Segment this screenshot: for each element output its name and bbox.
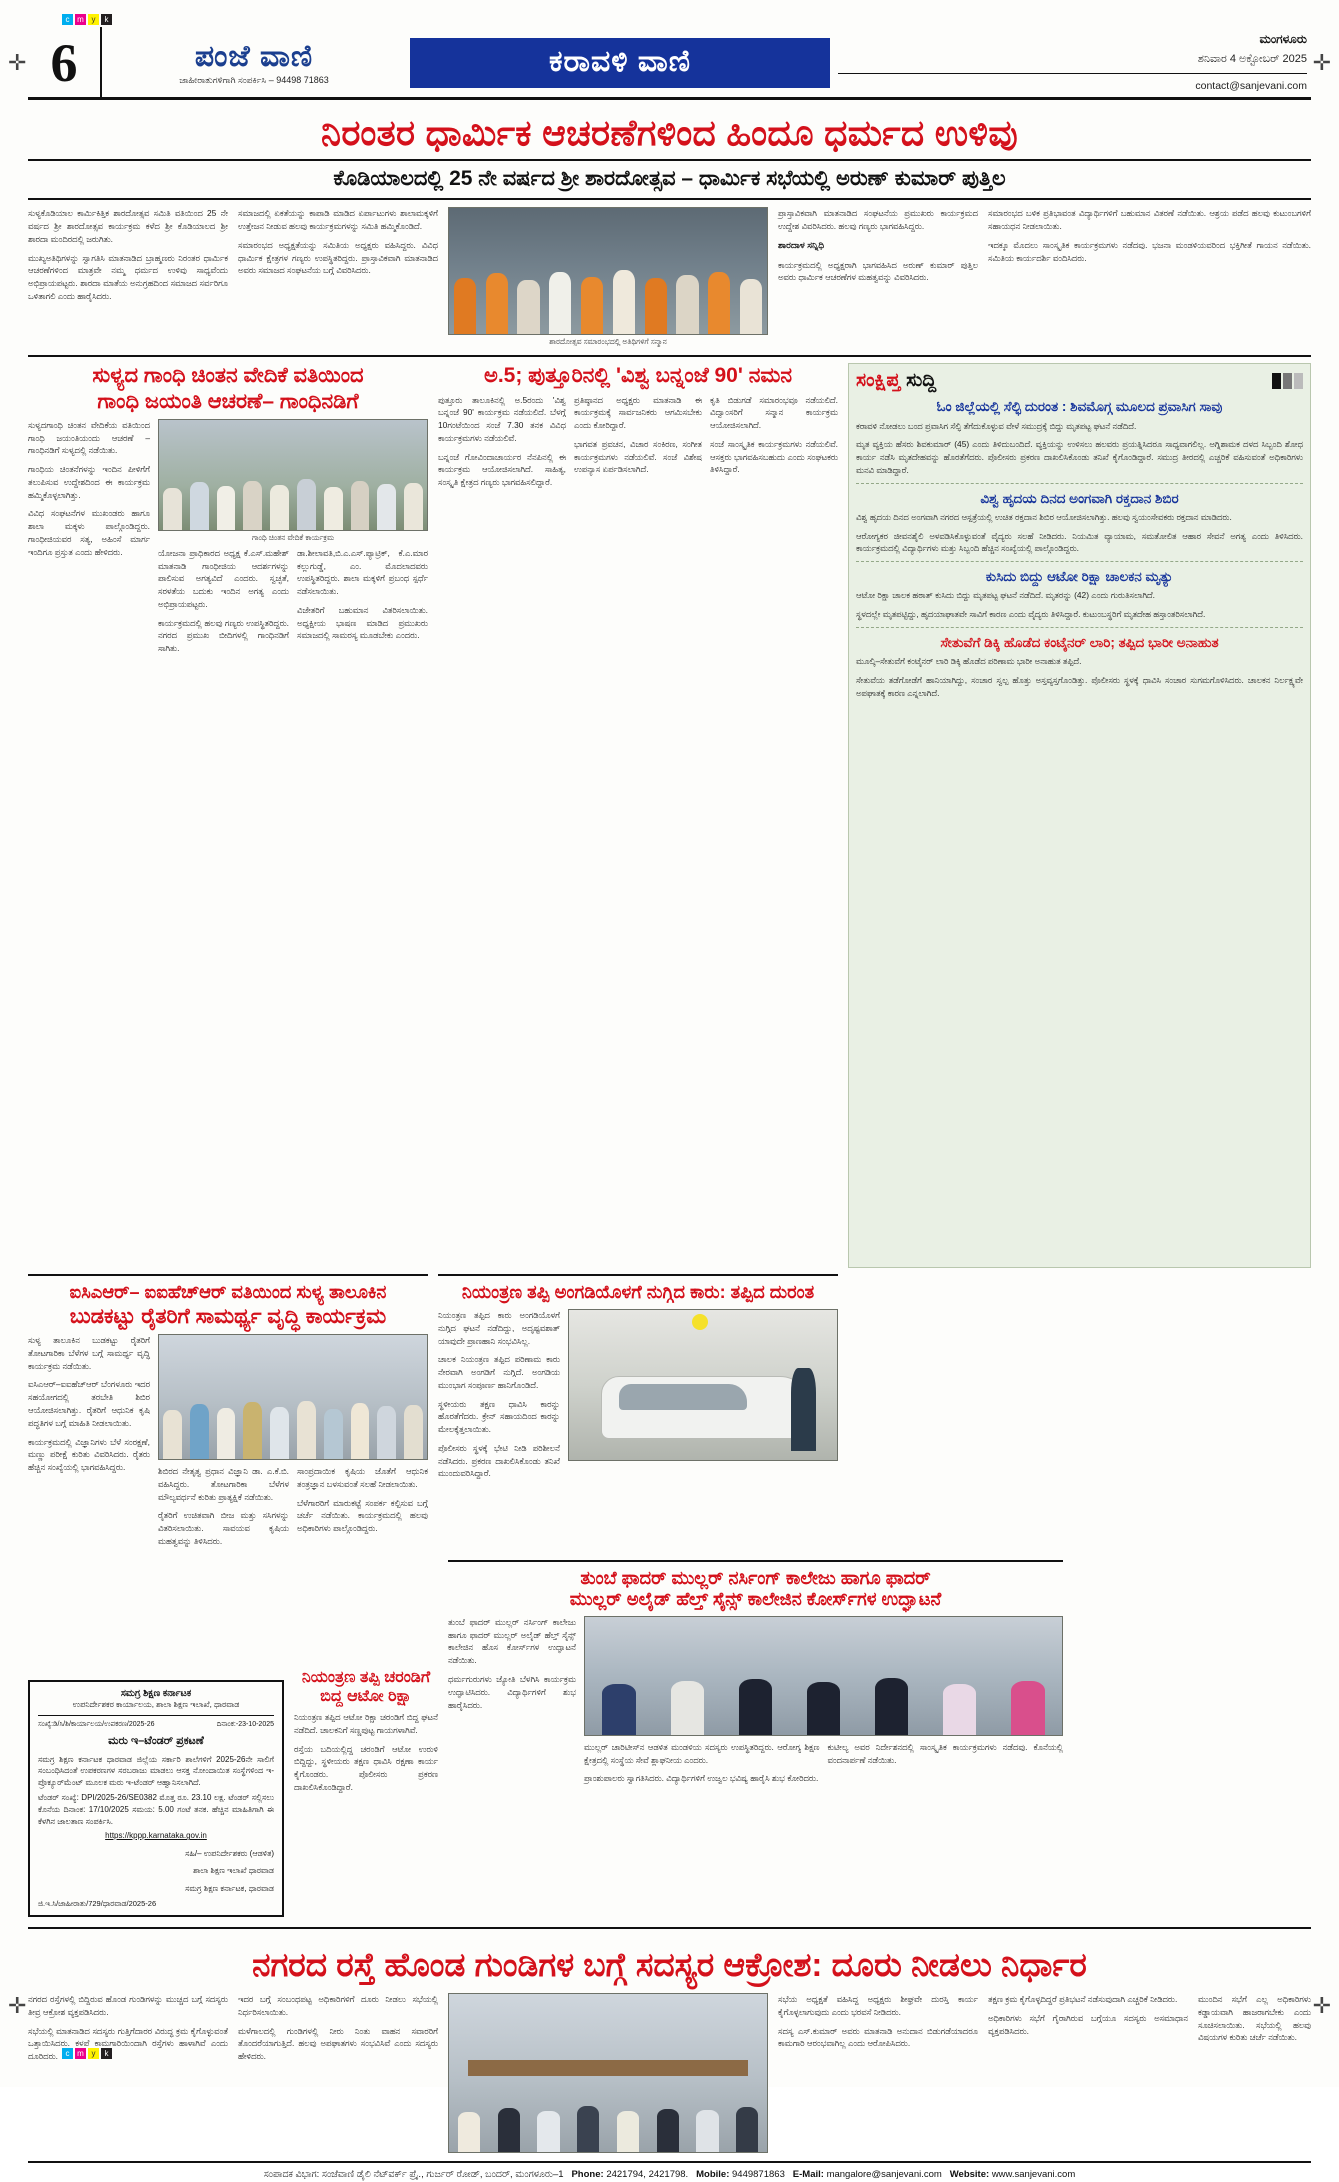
car-story	[438, 1274, 838, 1553]
vishwa-story	[438, 363, 838, 1268]
section-divider-bottom	[28, 1927, 1311, 1929]
crashed-car	[601, 1376, 810, 1439]
bottom-photo	[448, 1993, 768, 2153]
cmyk-marks-bottom: c m y k	[62, 2048, 112, 2059]
college-p3: ಮುಲ್ಲರ್ ಚಾರಿಟೀಸ್‌ನ ಆಡಳಿತ ಮಂಡಳಿಯ ಸದಸ್ಯರು ಉಪಸ್ಥಿತರಿದ್ದರು. ಆರೋಗ್ಯ ಶಿಕ್ಷಣ ಕ್ಷೇತ್ರದಲ್ಲಿ ಸಂಸ್ಥೆಯ ಸೇವೆ ಶ್ಲಾಘನೀಯ ಎಂದರು.	[584, 1741, 820, 1765]
footer-mobile-label: Mobile:	[696, 2168, 730, 2180]
ad-date: ದಿನಾಂಕ:-23-10-2025	[216, 1720, 274, 1728]
sidebar-spacer	[1073, 1560, 1311, 1918]
masthead	[28, 28, 1311, 100]
lead-col-1	[28, 207, 228, 347]
college-headline-1: ತುಂಬೆ ಫಾದರ್ ಮುಲ್ಲರ್ ನರ್ಸಿಂಗ್ ಕಾಲೇಜು ಹಾಗೂ ಫಾದರ್	[580, 1567, 931, 1588]
lead-subhead-inline: ಶಾರದಾಳ ಸನ್ನಿಧಿ	[778, 239, 825, 250]
lead-p7: ಸಮಾರಂಭದ ಬಳಿಕ ಪ್ರತಿಭಾವಂತ ವಿದ್ಯಾರ್ಥಿಗಳಿಗೆ ಬಹುಮಾನ ವಿತರಣೆ ನಡೆಯಿತು. ಆಶ್ರಯ ಪಡೆದ ಹಲವು ಕುಟುಂಬಗಳಿಗೆ ಸಹಾಯಧನ ನೀಡಲಾಯಿತು.	[988, 208, 1311, 232]
vishwa-col-3	[710, 394, 838, 495]
sidebar-item-body: ಕರಾವಳಿ ನೋಡಲು ಬಂದ ಪ್ರವಾಸಿಗ ಸೆಲ್ಫಿ ತೆಗೆದುಕೊಳ್ಳುವ ವೇಳೆ ಸಮುದ್ರಕ್ಕೆ ಬಿದ್ದು ಮೃತಪಟ್ಟ ಘಟನೆ ನಡೆದಿದೆ.	[856, 420, 1137, 431]
gandhi-p1: ಸುಳ್ಯದಗಾಂಧಿ ಚಿಂತನ ವೇದಿಕೆಯ ವತಿಯಿಂದ ಗಾಂಧಿ ಜಯಂತಿಯಂದು ಆಚರಣೆ – ಗಾಂಧಿನಡಿಗೆ ಸುಳ್ಯದಲ್ಲಿ ನಡೆಯಿತು.	[28, 419, 150, 456]
vishwa-p6: ಸಂಜೆ ಸಾಂಸ್ಕೃತಿಕ ಕಾರ್ಯಕ್ರಮಗಳು ನಡೆಯಲಿವೆ. ಆಸಕ್ತರು ಭಾಗವಹಿಸಬಹುದು ಎಂದು ಸಂಘಟಕರು ತಿಳಿಸಿದ್ದಾರೆ.	[710, 438, 838, 475]
college-p1: ತುಂಬೆ ಫಾದರ್ ಮುಲ್ಲರ್ ನರ್ಸಿಂಗ್ ಕಾಲೇಜು ಹಾಗೂ ಫಾದರ್ ಮುಲ್ಲರ್ ಅಲೈಡ್ ಹೆಲ್ತ್ ಸೈನ್ಸ್ ಕಾಲೇಜಿನ ಹೊಸ ಕೋರ್ಸ್‌ಗಳ ಉದ್ಘಾಟನೆ ನಡೆಯಿತು.	[448, 1616, 576, 1666]
bottom-p2: ಸಭೆಯಲ್ಲಿ ಮಾತನಾಡಿದ ಸದಸ್ಯರು ಗುತ್ತಿಗೆದಾರರ ವಿರುದ್ಧ ಕ್ರಮ ಕೈಗೊಳ್ಳುವಂತೆ ಒತ್ತಾಯಿಸಿದರು. ಕಳಪೆ ಕಾಮಗಾರಿಯಿಂದಾಗಿ ರಸ್ತೆಗಳು ಹಾಳಾಗಿವೆ ಎಂದು ದೂರಿದರು.	[28, 2025, 228, 2062]
bottom-col-1	[28, 1993, 228, 2153]
sidebar-title-1: ಸಂಕ್ಷಿಪ್ತ	[856, 370, 901, 392]
icar-p7: ಬೆಳೆಗಾರರಿಗೆ ಮಾರುಕಟ್ಟೆ ಸಂಪರ್ಕ ಕಲ್ಪಿಸುವ ಬಗ್ಗೆ ಚರ್ಚೆ ನಡೆಯಿತು. ಕಾರ್ಯಕ್ರಮದಲ್ಲಿ ಹಲವು ಅಧಿಕಾರಿಗಳು ಪಾಲ್ಗೊಂಡಿದ್ದರು.	[297, 1497, 428, 1534]
icar-p4: ಶಿಬಿರದ ನೇತೃತ್ವ ಪ್ರಧಾನ ವಿಜ್ಞಾನಿ ಡಾ. ಎ.ಕೆ.ಬಿ. ವಹಿಸಿದ್ದರು. ತೋಟಗಾರಿಕಾ ಬೆಳೆಗಳ ಮೌಲ್ಯವರ್ಧನೆ ಕುರಿತು ಪ್ರಾತ್ಯಕ್ಷಿಕೆ ನಡೆಯಿತು.	[158, 1466, 289, 1502]
lead-p1: ಸುಳ್ಯಕೊಡಿಯಾಲ ಕಾರ್ಮಿಕಿತ್ತಿಕ ಶಾರದೋತ್ಸವ ಸಮಿತಿ ವತಿಯಿಂದ 25 ನೇ ವರ್ಷದ ಶ್ರೀ ಶಾರದೋತ್ಸವ ಕಾರ್ಯಕ್ರಮ ಕಳೆದ ಶ್ರೀ ಕೊಡಿಯಾಲದ ಶ್ರೀ ಶಾರದಾ ಮಂದಿರದಲ್ಲಿ ಜರುಗಿತು.	[28, 208, 228, 244]
contact-email: contact@sanjevani.com	[838, 73, 1307, 96]
ad-title: ಮರು ಇ–ಟೆಂಡರ್ ಪ್ರಕಟಣೆ	[108, 1734, 204, 1747]
section-banner	[410, 38, 830, 88]
car-p1: ನಿಯಂತ್ರಣ ತಪ್ಪಿದ ಕಾರು ಅಂಗಡಿಯೊಳಗೆ ನುಗ್ಗಿದ ಘಟನೆ ನಡೆದಿದ್ದು, ಅದೃಷ್ಟವಶಾತ್ ಯಾವುದೇ ಪ್ರಾಣಹಾನಿ ಸಂಭವಿಸಿಲ್ಲ.	[438, 1309, 560, 1346]
icar-photo-figures	[159, 1382, 427, 1459]
college-headline-2: ಮುಲ್ಲರ್ ಅಲೈಡ್ ಹೆಲ್ತ್ ಸೈನ್ಸ್ ಕಾಲೇಜಿನ ಕೋರ್ಸ್‌ಗಳ ಉದ್ಘಾಟನೆ	[569, 1589, 942, 1610]
photo-figures	[449, 256, 767, 334]
gandhi-p3: ವಿವಿಧ ಸಂಘಟನೆಗಳ ಮುಖಂಡರು ಹಾಗೂ ಶಾಲಾ ಮಕ್ಕಳು ಪಾಲ್ಗೊಂಡಿದ್ದರು. ಗಾಂಧೀಜಿಯವರ ಸತ್ಯ, ಅಹಿಂಸೆ ಮಾರ್ಗ ಇಂದಿಗೂ ಪ್ರಸ್ತುತ ಎಂದು ಹೇಳಿದರು.	[28, 508, 150, 557]
gandhi-col-1	[28, 419, 150, 661]
gandhi-col-2	[158, 547, 289, 661]
car-p2: ಚಾಲಕ ನಿಯಂತ್ರಣ ತಪ್ಪಿದ ಪರಿಣಾಮ ಕಾರು ನೇರವಾಗಿ ಅಂಗಡಿಗೆ ನುಗ್ಗಿದೆ. ಅಂಗಡಿಯ ಮುಂಭಾಗ ಸಂಪೂರ್ಣ ಹಾನಿಗೊಂಡಿದೆ.	[438, 1354, 560, 1390]
college-col-3	[828, 1741, 1064, 1791]
icar-headline-2: ಬುಡಕಟ್ಟು ರೈತರಿಗೆ ಸಾಮರ್ಥ್ಯ ವೃದ್ಧಿ ಕಾರ್ಯಕ್ರಮ	[69, 1304, 387, 1328]
icar-col-2	[158, 1465, 289, 1554]
sidebar-item-heading: ಓಂ ಜಿಲ್ಲೆಯಲ್ಲಿ ಸೆಲ್ಫಿ ದುರಂತ : ಶಿವಮೊಗ್ಗ ಮೂಲದ ಪ್ರವಾಸಿಗ ಸಾವು	[936, 399, 1223, 415]
bottom-story	[28, 1993, 1311, 2153]
icar-p1: ಸುಳ್ಯ ತಾಲೂಕಿನ ಬುಡಕಟ್ಟು ರೈತರಿಗೆ ತೋಟಗಾರಿಕಾ ಬೆಳೆಗಳ ಬಗ್ಗೆ ಸಾಮರ್ಥ್ಯ ವೃದ್ಧಿ ಕಾರ್ಯಕ್ರಮ ನಡೆಯಿತು.	[28, 1335, 150, 1371]
auto-col-1	[294, 1711, 438, 1794]
gandhi-photo-caption: ಗಾಂಧಿ ಚಿಂತನ ವೇದಿಕೆ ಕಾರ್ಯಕ್ರಮ	[251, 532, 335, 542]
cmyk-marks-top: c m y k	[62, 14, 112, 25]
registration-mark-right: ✛	[1312, 50, 1331, 75]
lead-photo-wrap	[448, 207, 768, 347]
college-p5: ಕುಟೀಲ್ಯ ಅವರ ನಿರ್ದೇಶನದಲ್ಲಿ ಸಾಂಸ್ಕೃತಿಕ ಕಾರ್ಯಕ್ರಮಗಳು ನಡೆದವು. ಕೊನೆಯಲ್ಲಿ ವಂದನಾರ್ಪಣೆ ನಡೆಯಿತು.	[827, 1741, 1063, 1765]
gandhi-col-3	[297, 547, 428, 661]
sidebar-item-heading: ಸೇತುವೆಗೆ ಡಿಕ್ಕಿ ಹೊಡೆದ ಕಂಟೈನರ್ ಲಾರಿ; ತಪ್ಪಿದ ಭಾರೀ ಅನಾಹುತ	[940, 634, 1219, 650]
auto-headline-1: ನಿಯಂತ್ರಣ ತಪ್ಪಿ ಚರಂಡಿಗೆ	[301, 1668, 431, 1686]
sidebar-item[interactable]	[856, 569, 1303, 621]
bottom-p6: ಸದಸ್ಯ ಎಸ್.ಕುಮಾರ್ ಅವರು ಮಾತನಾಡಿ ಅನುದಾನ ಬಿಡುಗಡೆಯಾದರೂ ಕಾಮಗಾರಿ ಆರಂಭವಾಗಿಲ್ಲ ಎಂದು ಆರೋಪಿಸಿದರು.	[778, 2025, 978, 2049]
bottom-col-5	[1198, 1993, 1311, 2153]
bystander-figure	[791, 1368, 815, 1451]
lead-p8: ಇದಕ್ಕೂ ಮೊದಲು ಸಾಂಸ್ಕೃತಿಕ ಕಾರ್ಯಕ್ರಮಗಳು ನಡೆದವು. ಭಜನಾ ಮಂಡಳಿಯವರಿಂದ ಭಕ್ತಿಗೀತೆ ಗಾಯನ ನಡೆಯಿತು. ಸಮಿತಿಯ ಕಾರ್ಯದರ್ಶಿ ವಂದಿಸಿದರು.	[988, 239, 1311, 263]
bottom-p7: ತಕ್ಷಣ ಕ್ರಮ ಕೈಗೊಳ್ಳದಿದ್ದರೆ ಪ್ರತಿಭಟನೆ ನಡೆಸುವುದಾಗಿ ಎಚ್ಚರಿಕೆ ನೀಡಿದರು.	[988, 1993, 1178, 2004]
lead-p2: ಮುಖ್ಯಅತಿಥಿಗಳನ್ನು ಸ್ವಾಗತಿಸಿ ಮಾತನಾಡಿದ ಬ್ರಾಹ್ಮಣರು ನಿರಂತರ ಧಾರ್ಮಿಕ ಆಚರಣೆಗಳಿಂದ ಮಾತ್ರವೇ ನಮ್ಮ ಧರ್ಮದ ಉಳಿವು ಸಾಧ್ಯವೆಂದು ಅಭಿಪ್ರಾಯಪಟ್ಟರು. ಶಾರದಾ ಮಾತೆಯ ಅನುಗ್ರಹದಿಂದ ಸಮಾಜದ ಸರ್ವರಿಗೂ ಒಳಿತಾಗಲಿ ಎಂದು ಹಾರೈಸಿದರು.	[28, 252, 228, 301]
bottom-col-3	[778, 1993, 978, 2153]
lead-col-2	[238, 207, 438, 347]
sidebar-item[interactable]	[856, 399, 1303, 476]
car-headline: ನಿಯಂತ್ರಣ ತಪ್ಪಿ ಅಂಗಡಿಯೊಳಗೆ ನುಗ್ಗಿದ ಕಾರು: ತಪ್ಪಿದ ದುರಂತ	[461, 1282, 815, 1303]
lead-headline: ನಿರಂತರ ಧಾರ್ಮಿಕ ಆಚರಣೆಗಳಿಂದ ಹಿಂದೂ ಧರ್ಮದ ಉಳಿವು	[321, 112, 1018, 153]
bottom-p5: ಸಭೆಯ ಅಧ್ಯಕ್ಷತೆ ವಹಿಸಿದ್ದ ಅಧ್ಯಕ್ಷರು ಶೀಘ್ರವೇ ದುರಸ್ತಿ ಕಾರ್ಯ ಕೈಗೊಳ್ಳಲಾಗುವುದು ಎಂದು ಭರವಸೆ ನೀಡಿದರು.	[778, 1993, 978, 2017]
ad-url[interactable]: https://kppp.karnataka.gov.in	[105, 1831, 207, 1841]
footer-email[interactable]: mangalore@sanjevani.com	[826, 2168, 942, 2180]
lead-col-4	[988, 207, 1311, 347]
sidebar-item-heading: ವಿಶ್ವ ಹೃದಯ ದಿನದ ಅಂಗವಾಗಿ ರಕ್ತದಾನ ಶಿಬಿರ	[980, 490, 1179, 506]
ad-office-2: ಉಪನಿರ್ದೇಶಕರ ಕಾರ್ಯಾಲಯ, ಶಾಲಾ ಶಿಕ್ಷಣ ಇಲಾಖೆ, ಧಾರವಾಡ	[72, 1700, 240, 1710]
college-p4: ಪ್ರಾಂಶುಪಾಲರು ಸ್ವಾಗತಿಸಿದರು. ವಿದ್ಯಾರ್ಥಿಗಳಿಗೆ ಉಜ್ವಲ ಭವಿಷ್ಯ ಹಾರೈಸಿ ಶುಭ ಕೋರಿದರು.	[584, 1773, 819, 1784]
bottom-col-4	[988, 1993, 1188, 2153]
lead-subheadline: ಕೊಡಿಯಾಲದಲ್ಲಿ 25 ನೇ ವರ್ಷದ ಶ್ರೀ ಶಾರದೋತ್ಸವ – ಧಾರ್ಮಿಕ ಸಭೆಯಲ್ಲಿ ಅರುಣ್ ಕುಮಾರ್ ಪುತ್ತಿಲ	[28, 159, 1311, 200]
college-p2: ಧರ್ಮಗುರುಗಳು ಜ್ಯೋತಿ ಬೆಳಗಿಸಿ ಕಾರ್ಯಕ್ರಮ ಉದ್ಘಾಟಿಸಿದರು. ವಿದ್ಯಾರ್ಥಿಗಳಿಗೆ ಶುಭ ಹಾರೈಸಿದರು.	[448, 1674, 576, 1710]
vishwa-p2: ಬನ್ನಂಜೆ ಗೋವಿಂದಾಚಾರ್ಯರ ನೆನಪಿನಲ್ಲಿ ಈ ಕಾರ್ಯಕ್ರಮ ಆಯೋಜಿಸಲಾಗಿದೆ. ಸಾಹಿತ್ಯ, ಸಂಸ್ಕೃತಿ ಕ್ಷೇತ್ರದ ಗಣ್ಯರು ಭಾಗವಹಿಸಲಿದ್ದಾರೆ.	[438, 451, 566, 488]
sidebar-item-body2: ಸ್ಥಳದಲ್ಲೇ ಮೃತಪಟ್ಟಿದ್ದು, ಹೃದಯಾಘಾತವೇ ಸಾವಿಗೆ ಕಾರಣ ಎಂದು ವೈದ್ಯರು ತಿಳಿಸಿದ್ದಾರೆ. ಕುಟುಂಬಸ್ಥರಿಗೆ ಮೃತದೇಹ ಹಸ್ತಾಂತರಿಸಲಾಗಿದೆ.	[856, 609, 1206, 620]
page-footer	[28, 2161, 1311, 2182]
meeting-table	[468, 2060, 748, 2076]
vishwa-p3: ಪ್ರತಿಷ್ಠಾನದ ಅಧ್ಯಕ್ಷರು ಮಾತನಾಡಿ ಈ ಕಾರ್ಯಕ್ರಮಕ್ಕೆ ಸಾರ್ವಜನಿಕರು ಆಗಮಿಸಬೇಕು ಎಂದು ಕೋರಿದ್ದಾರೆ.	[574, 394, 702, 431]
lead-p6: ಕಾರ್ಯಕ್ರಮದಲ್ಲಿ ಅಧ್ಯಕ್ಷರಾಗಿ ಭಾಗವಹಿಸಿದ ಅರುಣ್ ಕುಮಾರ್ ಪುತ್ತಿಲ ಅವರು ಧಾರ್ಮಿಕ ಆಚರಣೆಗಳ ಮಹತ್ವವನ್ನು ವಿವರಿಸಿದರು.	[778, 259, 978, 283]
footer-email-label: E-Mail:	[792, 2168, 824, 2180]
lead-story	[28, 207, 1311, 347]
sidebar-item-body: ಆಟೋ ರಿಕ್ಷಾ ಚಾಲಕ ಹಠಾತ್ ಕುಸಿದು ಬಿದ್ದು ಮೃತಪಟ್ಟ ಘಟನೆ ನಡೆದಿದೆ. ಮೃತರನ್ನು (42) ಎಂದು ಗುರುತಿಸಲಾಗಿದೆ.	[856, 590, 1156, 601]
sidebar-item-body: ಮೂಲ್ಕಿ–ಸೇತುವೆಗೆ ಕಂಟೈನರ್ ಲಾರಿ ಡಿಕ್ಕಿ ಹೊಡೆದ ಪರಿಣಾಮ ಭಾರೀ ಅನಾಹುತ ತಪ್ಪಿದೆ.	[856, 656, 1082, 667]
bottom-col-2	[238, 1993, 438, 2153]
sidebar-item-body2: ಆರೋಗ್ಯಕರ ಜೀವನಶೈಲಿ ಅಳವಡಿಸಿಕೊಳ್ಳುವಂತೆ ವೈದ್ಯರು ಸಲಹೆ ನೀಡಿದರು. ನಿಯಮಿತ ವ್ಯಾಯಾಮ, ಸಮತೋಲಿತ ಆಹಾರ ಸೇವನೆ ಅಗತ್ಯ ಎಂದು ತಿಳಿಸಿದರು. ಕಾರ್ಯಕ್ರಮದಲ್ಲಿ ವಿದ್ಯಾರ್ಥಿಗಳು ಮತ್ತು ಸಿಬ್ಬಂದಿ ಹೆಚ್ಚಿನ ಸಂಖ್ಯೆಯಲ್ಲಿ ಪಾಲ್ಗೊಂಡಿದ್ದರು.	[856, 530, 1303, 554]
car-p3: ಸ್ಥಳೀಯರು ತಕ್ಷಣ ಧಾವಿಸಿ ಕಾರನ್ನು ಹೊರತೆಗೆದರು. ಕ್ರೇನ್ ಸಹಾಯದಿಂದ ಕಾರನ್ನು ಮೇಲಕ್ಕೆತ್ತಲಾಯಿತು.	[438, 1398, 560, 1435]
vishwa-p5: ಕೃತಿ ಬಿಡುಗಡೆ ಸಮಾರಂಭವೂ ನಡೆಯಲಿದೆ. ವಿದ್ವಾಂಸರಿಗೆ ಸನ್ಮಾನ ಕಾರ್ಯಕ್ರಮ ಆಯೋಜಿಸಲಾಗಿದೆ.	[710, 394, 838, 431]
tender-ad-wrap	[28, 1560, 284, 1918]
car-p4: ಪೊಲೀಸರು ಸ್ಥಳಕ್ಕೆ ಭೇಟಿ ನೀಡಿ ಪರಿಶೀಲನೆ ನಡೆಸಿದರು. ಪ್ರಕರಣ ದಾಖಲಿಸಿಕೊಂಡು ತನಿಖೆ ಮುಂದುವರಿಸಿದ್ದಾರೆ.	[438, 1442, 560, 1479]
second-band	[28, 1274, 1311, 1553]
meeting-figures	[449, 2081, 767, 2152]
logo-subtitle: ಜಾಹೀರಾತುಗಳಿಗಾಗಿ ಸಂಪರ್ಕಿಸಿ – 94498 71863	[179, 74, 329, 85]
ad-office-1: ಸಮಗ್ರ ಶಿಕ್ಷಣ ಕರ್ನಾಟಕ	[120, 1687, 192, 1699]
footer-address: ಸಂಪಾದಕ ವಿಭಾಗ: ಸಂಜೆವಾಣಿ ಡೈಲಿ ನೆಟ್‌ವರ್ಕ್ ಪ್ರೈ., ಗುರ್ಜರ್ ರೋಡ್, ಬಂದರ್, ಮಂಗಳೂರು–1	[263, 2168, 564, 2180]
third-band	[28, 1560, 1311, 1918]
bottom-p8: ಅಧಿಕಾರಿಗಳು ಸಭೆಗೆ ಗೈರಾಗಿರುವ ಬಗ್ಗೆಯೂ ಸದಸ್ಯರು ಅಸಮಾಧಾನ ವ್ಯಕ್ತಪಡಿಸಿದರು.	[988, 2012, 1188, 2036]
registration-mark-bottom-left: ✛	[8, 1993, 27, 2018]
college-col-1	[448, 1616, 576, 1791]
vishwa-col-1	[438, 394, 566, 495]
lead-photo-caption: ಶಾರದೋತ್ಸವ ಸಮಾರಂಭದಲ್ಲಿ ಅತಿಥಿಗಳಿಗೆ ಸನ್ಮಾನ	[549, 337, 667, 347]
college-story	[448, 1560, 1063, 1918]
bottom-headline: ನಗರದ ರಸ್ತೆ ಹೊಂಡ ಗುಂಡಿಗಳ ಬಗ್ಗೆ ಸದಸ್ಯರ ಆಕ್ರೋಶ: ದೂರು ನೀಡಲು ನಿರ್ಧಾರ	[252, 1946, 1087, 1984]
sidebar-briefs	[848, 363, 1311, 1268]
banner-title: ಕರಾವಳಿ ವಾಣಿ	[549, 44, 691, 78]
gandhi-p4: ಯೋಜನಾ ಪ್ರಾಧಿಕಾರದ ಅಧ್ಯಕ್ಷ ಕೆ.ಎಸ್.ಮಹೇಶ್ ಮಾತನಾಡಿ ಗಾಂಧೀಜಿಯ ಆದರ್ಶಗಳನ್ನು ಪಾಲಿಸುವ ಅಗತ್ಯವಿದೆ ಎಂದರು. ಸ್ವಚ್ಛತೆ, ಸರಳತೆಯ ಬದುಕು ಇಂದಿನ ಅಗತ್ಯ ಎಂದು ಅಭಿಪ್ರಾಯಪಟ್ಟರು.	[158, 547, 289, 609]
bottom-p3: ಇದರ ಬಗ್ಗೆ ಸಂಬಂಧಪಟ್ಟ ಅಧಿಕಾರಿಗಳಿಗೆ ದೂರು ನೀಡಲು ಸಭೆಯಲ್ಲಿ ನಿರ್ಧರಿಸಲಾಯಿತು.	[238, 1993, 438, 2017]
footer-phone: 2421794, 2421798.	[606, 2168, 689, 2180]
car-photo	[568, 1309, 838, 1461]
icar-p3: ಕಾರ್ಯಕ್ರಮದಲ್ಲಿ ವಿಜ್ಞಾನಿಗಳು ಬೆಳೆ ಸಂರಕ್ಷಣೆ, ಮಣ್ಣು ಪರೀಕ್ಷೆ ಕುರಿತು ವಿವರಿಸಿದರು. ರೈತರು ಹೆಚ್ಚಿನ ಸಂಖ್ಯೆಯಲ್ಲಿ ಭಾಗವಹಿಸಿದ್ದರು.	[28, 1436, 150, 1473]
gandhi-p7: ವಿಜೇತರಿಗೆ ಬಹುಮಾನ ವಿತರಿಸಲಾಯಿತು. ಅಧ್ಯಕ್ಷೀಯ ಭಾಷಣ ಮಾಡಿದ ಪ್ರಮುಖರು ಸಮಾಜದಲ್ಲಿ ಸಾಮರಸ್ಯ ಮೂಡಬೇಕು ಎಂದರು.	[297, 604, 428, 641]
page-number: 6	[28, 27, 102, 99]
auto-headline-2: ಬಿದ್ದ ಆಟೋ ರಿಕ್ಷಾ	[320, 1687, 412, 1705]
icar-p6: ಸಾಂಪ್ರದಾಯಿಕ ಕೃಷಿಯ ಜೊತೆಗೆ ಆಧುನಿಕ ತಂತ್ರಜ್ಞಾನ ಬಳಸುವಂತೆ ಸಲಹೆ ನೀಡಲಾಯಿತು.	[297, 1466, 428, 1489]
logo-title: ಪಂಜೆ ವಾಣಿ	[194, 40, 314, 74]
icar-headline-1: ಐಸಿಎಆರ್– ಐಐಹೆಚ್‌ಆರ್ ವತಿಯಿಂದ ಸುಳ್ಯ ತಾಲೂಕಿನ	[69, 1282, 387, 1303]
gandhi-p6: ಡಾ.ಶೀಲಾವತಿ,ಬಿ.ಎ.ಎಸ್.ಪ್ಯಾಟ್ರಿಕ್, ಕೆ.ಎ.ಮಾರ ಕಲ್ಲುಗುಡ್ಡೆ, ಎಂ. ಮೊದಲಾದವರು ಉಪಸ್ಥಿತರಿದ್ದರು. ಶಾಲಾ ಮಕ್ಕಳಿಗೆ ಪ್ರಬಂಧ ಸ್ಪರ್ಧೆ ನಡೆಸಲಾಯಿತು.	[297, 547, 428, 597]
sidebar-item-body2: ಮೃತ ವ್ಯಕ್ತಿಯ ಹೆಸರು ಶಿವಕುಮಾರ್ (45) ಎಂದು ತಿಳಿದುಬಂದಿದೆ. ವ್ಯಕ್ತಿಯನ್ನು ಉಳಿಸಲು ಹಲವರು ಪ್ರಯತ್ನಿಸಿದರೂ ಸಾಧ್ಯವಾಗಲಿಲ್ಲ. ಅಗ್ನಿಶಾಮಕ ದಳದ ಸಿಬ್ಬಂದಿ ಶೋಧ ಕಾರ್ಯ ನಡೆಸಿ ಮೃತದೇಹವನ್ನು ಹೊರತೆಗೆದರು. ಪೊಲೀಸರು ಪ್ರಕರಣ ದಾಖಲಿಸಿಕೊಂಡು ತನಿಖೆ ಕೈಗೊಂಡಿದ್ದಾರೆ. ಸಮುದ್ರ ತೀರದಲ್ಲಿ ಎಚ್ಚರಿಕೆ ವಹಿಸುವಂತೆ ಅಧಿಕಾರಿಗಳು ಮನವಿ ಮಾಡಿದ್ದಾರೆ.	[856, 439, 1303, 475]
sidebar-item-body2: ಸೇತುವೆಯ ತಡೆಗೋಡೆಗೆ ಹಾನಿಯಾಗಿದ್ದು, ಸಂಚಾರ ಸ್ವಲ್ಪ ಹೊತ್ತು ಅಸ್ತವ್ಯಸ್ತಗೊಂಡಿತ್ತು. ಪೊಲೀಸರು ಸ್ಥಳಕ್ಕೆ ಧಾವಿಸಿ ಸಂಚಾರ ಸುಗಮಗೊಳಿಸಿದರು. ಚಾಲಕನ ನಿರ್ಲಕ್ಷ್ಯವೇ ಅಪಘಾತಕ್ಕೆ ಕಾರಣ ಎನ್ನಲಾಗಿದೆ.	[856, 674, 1303, 698]
edition-city: ಮಂಗಳೂರು	[1259, 31, 1307, 46]
sidebar-bars-icon	[1272, 373, 1303, 389]
lead-p3: ಸಮಾಜದಲ್ಲಿ ಏಕತೆಯನ್ನು ಕಾಪಾಡಿ ಮಾಡಿದ ಏರ್ಪಾಟುಗಳು ಶಾಲಾಮಕ್ಕಳಿಗೆ ಉತ್ತೇಜನ ನೀಡುವ ಹಲವು ಕಾರ್ಯಕ್ರಮಗಳನ್ನು ಸಮಿತಿ ಹಮ್ಮಿಕೊಂಡಿದೆ.	[238, 208, 438, 232]
sidebar-item[interactable]	[856, 491, 1303, 555]
sidebar-divider	[856, 483, 1303, 484]
college-photo	[584, 1616, 1063, 1736]
ad-body-2: ಟೆಂಡರ್ ಸಂಖ್ಯೆ: DPI/2025-26/SE0382 ಮೊತ್ತ ರೂ. 23.10 ಲಕ್ಷ. ಟೆಂಡರ್ ಸಲ್ಲಿಸಲು ಕೊನೆಯ ದಿನಾಂಕ: 17/10/2025 ಸಮಯ: 5.00 ಗಂಟೆ ತನಕ. ಹೆಚ್ಚಿನ ಮಾಹಿತಿಗಾಗಿ ಈ ಕೆಳಗಿನ ಜಾಲತಾಣ ಸಂಪರ್ಕಿಸಿ.	[38, 1793, 274, 1826]
college-photo-figures	[585, 1662, 1062, 1735]
auto-story	[294, 1560, 438, 1918]
gandhi-headline-1: ಸುಳ್ಯದ ಗಾಂಧಿ ಚಿಂತನ ವೇದಿಕೆ ವತಿಯಿಂದ	[92, 364, 364, 388]
masthead-meta	[838, 29, 1311, 96]
sidebar-item-body: ವಿಶ್ವ ಹೃದಯ ದಿನದ ಅಂಗವಾಗಿ ನಗರದ ಆಸ್ಪತ್ರೆಯಲ್ಲಿ ಉಚಿತ ರಕ್ತದಾನ ಶಿಬಿರ ಆಯೋಜಿಸಲಾಗಿತ್ತು. ಹಲವು ಸ್ವಯಂಸೇವಕರು ರಕ್ತದಾನ ಮಾಡಿದರು.	[856, 511, 1232, 522]
vishwa-p1: ಪುತ್ತೂರು ತಾಲೂಕಿನಲ್ಲಿ ಅ.5ರಂದು 'ವಿಶ್ವ ಬನ್ನಂಜೆ 90' ಕಾರ್ಯಕ್ರಮ ನಡೆಯಲಿದೆ. ಬೆಳಗ್ಗೆ 10ಗಂಟೆಯಿಂದ ಸಂಜೆ 7.30 ತನಕ ವಿವಿಧ ಕಾರ್ಯಕ್ರಮಗಳು ನಡೆಯಲಿವೆ.	[438, 394, 566, 443]
bottom-p1: ನಗರದ ರಸ್ತೆಗಳಲ್ಲಿ ಬಿದ್ದಿರುವ ಹೊಂಡ ಗುಂಡಿಗಳನ್ನು ಮುಚ್ಚದ ಬಗ್ಗೆ ಸದಸ್ಯರು ತೀವ್ರ ಆಕ್ರೋಶ ವ್ಯಕ್ತಪಡಿಸಿದರು.	[28, 1993, 228, 2017]
icar-p5: ರೈತರಿಗೆ ಉಚಿತವಾಗಿ ಬೀಜ ಮತ್ತು ಸಸಿಗಳನ್ನು ವಿತರಿಸಲಾಯಿತು. ಸಾವಯವ ಕೃಷಿಯ ಮಹತ್ವವನ್ನು ತಿಳಿಸಿದರು.	[158, 1510, 289, 1546]
sidebar-item[interactable]	[856, 635, 1303, 699]
ad-signature-3: ಸಮಗ್ರ ಶಿಕ್ಷಣ ಕರ್ನಾಟಕ, ಧಾರವಾಡ	[185, 1883, 274, 1893]
ad-body-1: ಸಮಗ್ರ ಶಿಕ್ಷಣ ಕರ್ನಾಟಕ ಧಾರವಾಡ ಜಿಲ್ಲೆಯ ಸರ್ಕಾರಿ ಶಾಲೆಗಳಿಗೆ 2025-26ನೇ ಸಾಲಿಗೆ ಸಂಬಂಧಿಸಿದಂತೆ ಉಪಕರಣಗಳ ಸರಬರಾಜು ಮಾಡಲು ಆಸಕ್ತ ನೋಂದಾಯಿತ ಸಂಸ್ಥೆಗಳಿಂದ ಇ-ಪ್ರೊಕ್ಯೂರ್‌ಮೆಂಟ್ ಮೂಲಕ ಮರು ಇ-ಟೆಂಡರ್ ಆಹ್ವಾನಿಸಲಾಗಿದೆ.	[38, 1754, 274, 1787]
vishwa-p4: ಭಾಗವತ ಪ್ರವಚನ, ವಿಚಾರ ಸಂಕಿರಣ, ಸಂಗೀತ ಕಾರ್ಯಕ್ರಮಗಳು ನಡೆಯಲಿವೆ. ಸಂಜೆ ವಿಶೇಷ ಉಪನ್ಯಾಸ ಏರ್ಪಡಿಸಲಾಗಿದೆ.	[574, 438, 702, 475]
icar-col-3	[297, 1465, 428, 1554]
ad-signature-1: ಸಹಿ/– ಉಪನಿರ್ದೇಶಕರು (ಆಡಳಿತ)	[185, 1848, 274, 1858]
publication-logo	[102, 39, 402, 86]
sidebar-title	[856, 370, 1303, 392]
gandhi-headline-2: ಗಾಂಧಿ ಜಯಂತಿ ಆಚರಣೆ– ಗಾಂಧಿನಡಿಗೆ	[97, 389, 359, 413]
tender-advertisement	[28, 1680, 284, 1918]
college-col-2	[584, 1741, 820, 1791]
vishwa-headline: ಅ.5; ಪುತ್ತೂರಿನಲ್ಲಿ 'ವಿಶ್ವ ಬನ್ನಂಜೆ 90' ನಮನ	[483, 364, 793, 388]
gandhi-photo-figures	[159, 462, 427, 530]
footer-mobile: 9449871863	[732, 2168, 785, 2180]
bottom-p4: ಮಳೆಗಾಲದಲ್ಲಿ ಗುಂಡಿಗಳಲ್ಲಿ ನೀರು ನಿಂತು ವಾಹನ ಸವಾರರಿಗೆ ತೊಂದರೆಯಾಗುತ್ತಿದೆ. ಹಲವು ಅಪಘಾತಗಳು ಸಂಭವಿಸಿವೆ ಎಂದು ಸದಸ್ಯರು ಹೇಳಿದರು.	[238, 2025, 438, 2062]
lead-photo	[448, 207, 768, 335]
lead-p5: ಪ್ರಾಸ್ತಾವಿಕವಾಗಿ ಮಾತನಾಡಿದ ಸಂಘಟನೆಯ ಪ್ರಮುಖರು ಕಾರ್ಯಕ್ರಮದ ಉದ್ದೇಶ ವಿವರಿಸಿದರು. ಹಲವು ಗಣ್ಯರು ಭಾಗವಹಿಸಿದ್ದರು.	[778, 208, 978, 232]
ad-footer-ref: ಜಿ.ಇ.ಸಿ/ಜಾಹೀರಾತು/729/ಧಾರವಾಡ/2025-26	[38, 1898, 157, 1908]
footer-website[interactable]: www.sanjevani.com	[991, 2168, 1076, 2180]
lead-col-3	[778, 207, 978, 347]
section-divider-1	[28, 355, 1311, 357]
ad-signature-2: ಶಾಲಾ ಶಿಕ್ಷಣ ಇಲಾಖೆ ಧಾರವಾಡ	[193, 1866, 274, 1876]
registration-mark-left: ✛	[8, 50, 27, 75]
footer-website-label: Website:	[949, 2168, 990, 2180]
icar-col-1	[28, 1334, 150, 1554]
gandhi-story	[28, 363, 428, 1268]
edition-date: ಶನಿವಾರ 4 ಅಕ್ಟೋಬರ್ 2025	[1197, 53, 1307, 66]
icar-story	[28, 1274, 428, 1553]
bottom-p9: ಮುಂದಿನ ಸಭೆಗೆ ಎಲ್ಲ ಅಧಿಕಾರಿಗಳು ಕಡ್ಡಾಯವಾಗಿ ಹಾಜರಾಗಬೇಕು ಎಂದು ಸೂಚಿಸಲಾಯಿತು. ಸಭೆಯಲ್ಲಿ ಹಲವು ವಿಷಯಗಳ ಕುರಿತು ಚರ್ಚೆ ನಡೆಯಿತು.	[1198, 1993, 1311, 2043]
icar-p2: ಐಸಿಎಆರ್–ಐಐಹೆಚ್‌ಆರ್ ಬೆಂಗಳೂರು ಇದರ ಸಹಯೋಗದಲ್ಲಿ ತರಬೇತಿ ಶಿಬಿರ ಆಯೋಜಿಸಲಾಗಿತ್ತು. ರೈತರಿಗೆ ಆಧುನಿಕ ಕೃಷಿ ಪದ್ಧತಿಗಳ ಬಗ್ಗೆ ಮಾಹಿತಿ ನೀಡಲಾಯಿತು.	[28, 1379, 150, 1428]
ad-ref-number: ಸಂಖ್ಯೆ:ಡಿ/ಸಿ/ಶಿ/ಕಾರ್ಯಾಲಯ/ಉಪಕರಣ/2025-26	[38, 1720, 155, 1728]
sidebar-divider	[856, 627, 1303, 628]
auto-p2: ರಸ್ತೆಯ ಬದಿಯಲ್ಲಿದ್ದ ಚರಂಡಿಗೆ ಆಟೋ ಉರುಳಿ ಬಿದ್ದಿದ್ದು, ಸ್ಥಳೀಯರು ತಕ್ಷಣ ಧಾವಿಸಿ ರಕ್ಷಣಾ ಕಾರ್ಯ ಕೈಗೊಂಡರು. ಪೊಲೀಸರು ಪ್ರಕರಣ ದಾಖಲಿಸಿಕೊಂಡಿದ್ದಾರೆ.	[294, 1743, 438, 1792]
gandhi-p5: ಕಾರ್ಯಕ್ರಮದಲ್ಲಿ ಹಲವು ಗಣ್ಯರು ಉಪಸ್ಥಿತರಿದ್ದರು. ನಗರದ ಪ್ರಮುಖ ಬೀದಿಗಳಲ್ಲಿ ಗಾಂಧಿನಡಿಗೆ ಸಾಗಿತು.	[158, 617, 289, 654]
lead-p4: ಸಮಾರಂಭದ ಅಧ್ಯಕ್ಷತೆಯನ್ನು ಸಮಿತಿಯ ಅಧ್ಯಕ್ಷರು ವಹಿಸಿದ್ದರು. ವಿವಿಧ ಧಾರ್ಮಿಕ ಕ್ಷೇತ್ರಗಳ ಗಣ್ಯರು ಉಪಸ್ಥಿತರಿದ್ದರು. ಪ್ರಾಸ್ತಾವಿಕವಾಗಿ ಮಾತನಾಡಿದ ಅವರು ಸಮಾಜದ ಸಂಘಟನೆಯ ಬಗ್ಗೆ ವಿವರಿಸಿದರು.	[238, 239, 438, 276]
sidebar-title-2: ಸುದ್ದಿ	[906, 370, 937, 392]
vishwa-col-2	[574, 394, 702, 495]
sidebar-item-heading: ಕುಸಿದು ಬಿದ್ದು ಆಟೋ ರಿಕ್ಷಾ ಚಾಲಕನ ಮೃತ್ಯು	[985, 569, 1174, 585]
footer-phone-label: Phone:	[571, 2168, 604, 2180]
auto-p1: ನಿಯಂತ್ರಣ ತಪ್ಪಿದ ಆಟೋ ರಿಕ್ಷಾ ಚರಂಡಿಗೆ ಬಿದ್ದ ಘಟನೆ ನಡೆದಿದೆ. ಚಾಲಕನಿಗೆ ಸಣ್ಣಪುಟ್ಟ ಗಾಯಗಳಾಗಿವೆ.	[294, 1712, 438, 1735]
sidebar-divider	[856, 561, 1303, 562]
mid-section	[28, 363, 1311, 1268]
car-col-1	[438, 1309, 560, 1486]
gandhi-p2: ಗಾಂಧಿಯ ಚಿಂತನೆಗಳನ್ನು ಇಂದಿನ ಪೀಳಿಗೆಗೆ ತಲುಪಿಸುವ ಉದ್ದೇಶದಿಂದ ಈ ಕಾರ್ಯಕ್ರಮ ಹಮ್ಮಿಕೊಳ್ಳಲಾಗಿತ್ತು.	[28, 464, 150, 500]
registration-mark-bottom-right: ✛	[1312, 1993, 1331, 2018]
gandhi-photo	[158, 419, 428, 531]
bottom-photo-wrap	[448, 1993, 768, 2153]
icar-photo	[158, 1334, 428, 1460]
